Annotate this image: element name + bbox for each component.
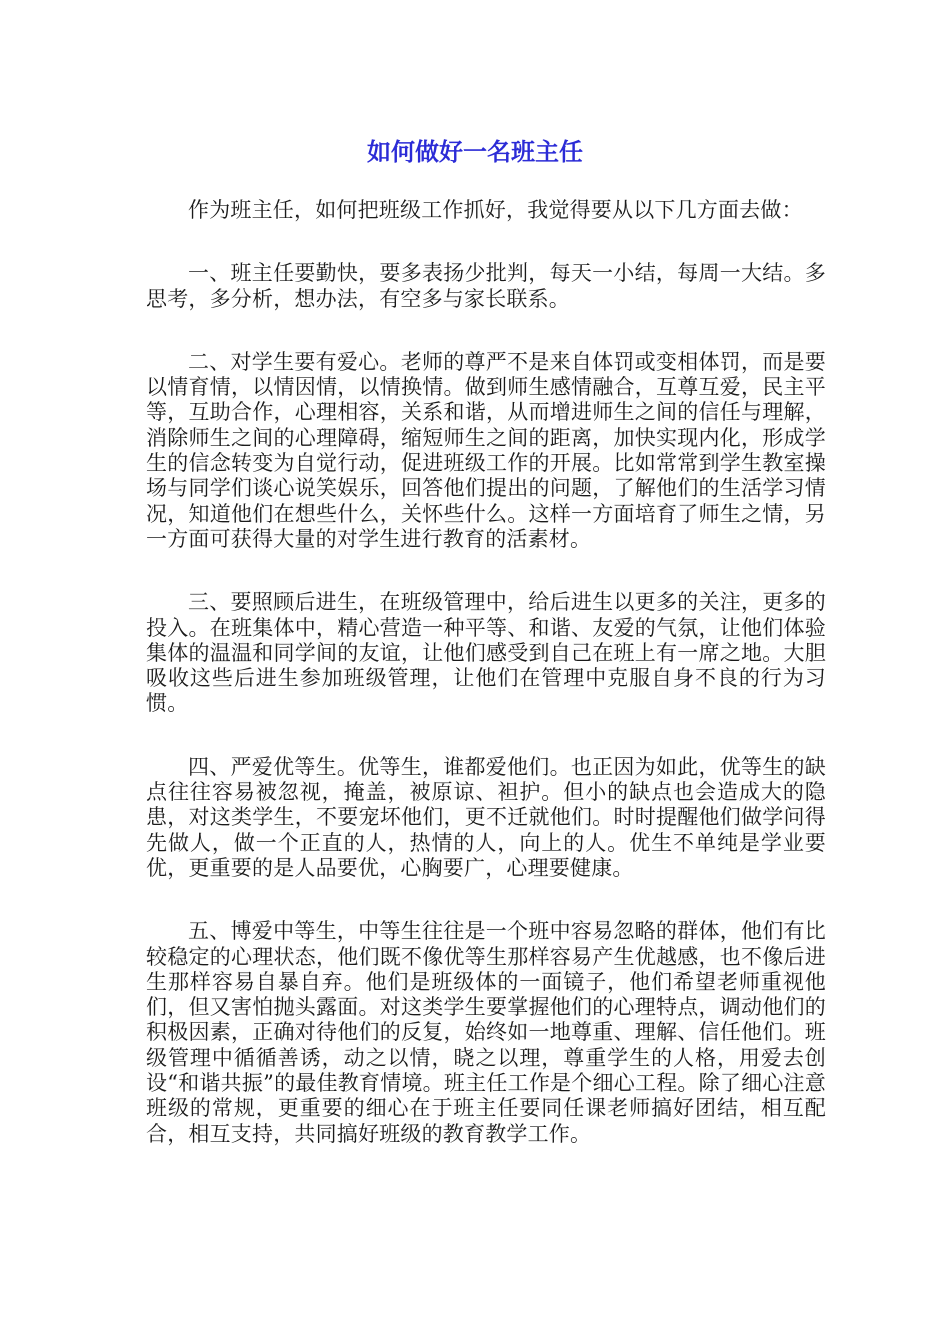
paragraph-point-1: 一、班主任要勤快，要多表扬少批判，每天一小结，每周一大结。多思考，多分析，想办法，有空多与家长联系。 [146,261,826,311]
paragraph-point-4: 四、严爱优等生。优等生，谁都爱他们。也正因为如此，优等生的缺点往往容易被忽视，掩盖，被原谅、袒护。但小的缺点也会造成大的隐患，对这类学生，不要宠坏他们，更不迁就他们。时时提醒他们做学问得先做人，做一个正直的人，热情的人，向上的人。优生不单纯是学业要优，更重要的是人品要优，心胸要广，心理要健康。 [146,754,826,880]
document-title: 如何做好一名班主任 [367,138,583,166]
paragraph-intro: 作为班主任，如何把班级工作抓好，我觉得要从以下几方面去做： [188,198,803,222]
document-body [146,198,826,1185]
paragraph-point-3: 三、要照顾后进生，在班级管理中，给后进生以更多的关注，更多的投入。在班集体中，精心营造一种平等、和谐、友爱的气氛，让他们体验集体的温温和同学间的友谊，让他们感受到自己在班上有一席之地。大胆吸收这些后进生参加班级管理，让他们在管理中克服自身不良的行为习惯。 [146,590,826,716]
paragraph-point-2: 二、对学生要有爱心。老师的尊严不是来自体罚或变相体罚，而是要以情育情，以情因情，以情换情。做到师生感情融合，互尊互爱，民主平等，互助合作，心理相容，关系和谐，从而增进师生之间的信任与理解，消除师生之间的心理障碍，缩短师生之间的距离，加快实现内化，形成学生的信念转变为自觉行动，促进班级工作的开展。比如常常到学生教室操场与同学们谈心说笑娱乐，回答他们提出的问题，了解他们的生活学习情况，知道他们在想些什么，关怀些什么。这样一方面培育了师生之情，另一方面可获得大量的对学生进行教育的活素材。 [146,349,826,551]
paragraph-point-5: 五、博爱中等生，中等生往往是一个班中容易忽略的群体，他们有比较稳定的心理状态，他们既不像优等生那样容易产生优越感，也不像后进生那样容易自暴自弃。他们是班级体的一面镜子，他们希望老师重视他们，但又害怕抛头露面。对这类学生要掌握他们的心理特点，调动他们的积极因素，正确对待他们的反复，始终如一地尊重、理解、信任他们。班级管理中循循善诱，动之以情，晓之以理，尊重学生的人格，用爱去创设“和谐共振”的最佳教育情境。班主任工作是个细心工程。除了细心注意班级的常规，更重要的细心在于班主任要同任课老师搞好团结，相互配合，相互支持，共同搞好班级的教育教学工作。 [146,919,826,1146]
